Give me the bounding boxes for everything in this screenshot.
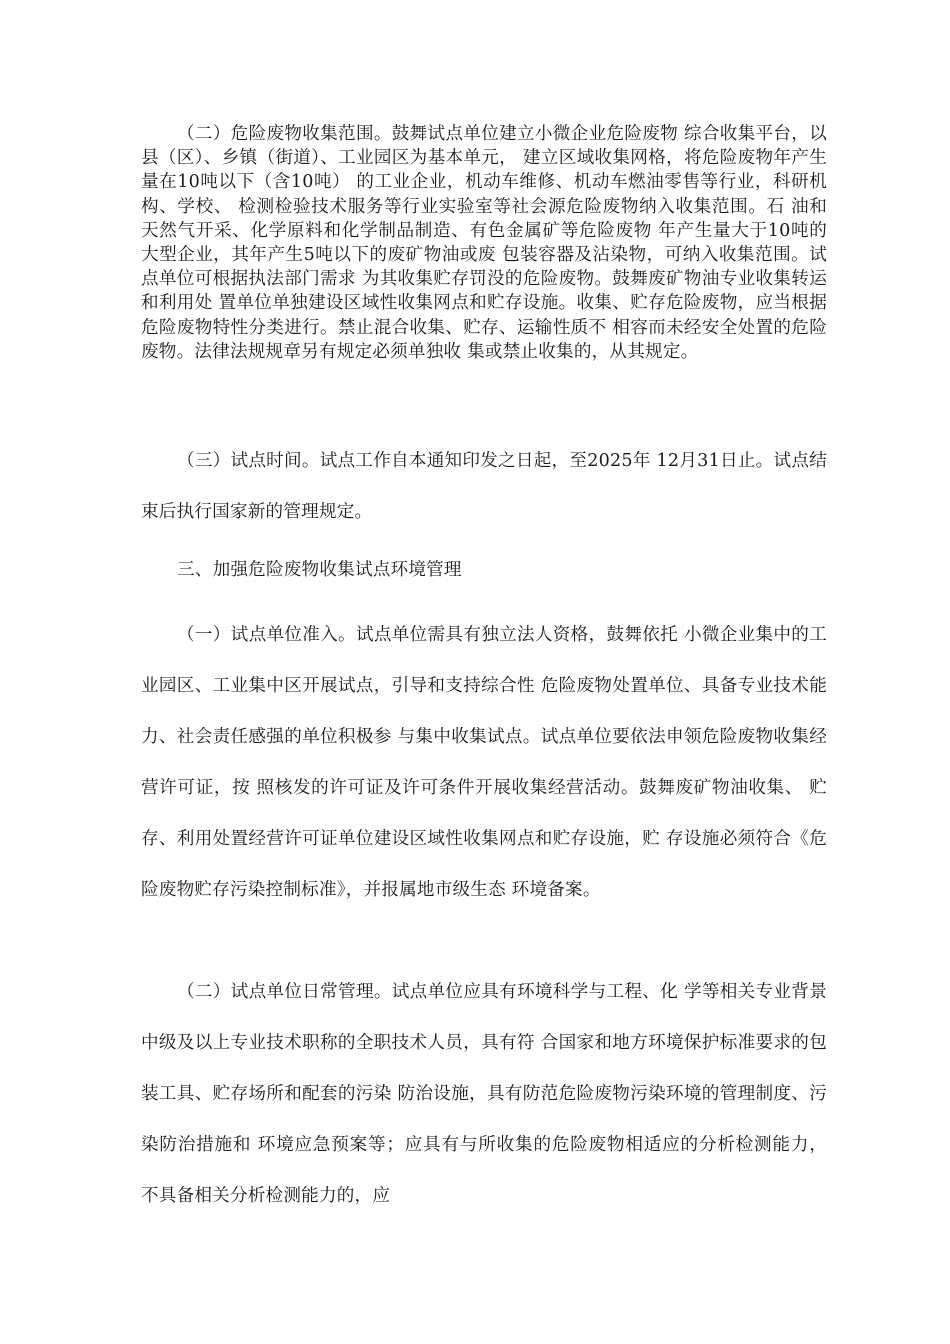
section-heading: 三、加强危险废物收集试点环境管理: [177, 560, 462, 580]
paragraph-unit-admission: （一）试点单位准入。试点单位需具有独立法人资格，鼓舞依托 小微企业集中的工业园区、工业集中区开展试点，引导和支持综合性 危险废物处置单位、具备专业技术能力、社会责任感强的单位积极参 与集中收集试点。试点单位要依法申领危险废物收集经营许可证，按 照核发的许可证及许可条件开展收集经营活动。鼓舞废矿物油收集、 贮存、利用处置经营许可证单位建设区域性收集网点和贮存设施，贮 存设施必须符合《危险废物贮存污染控制标准》，并报属地市级生态 环境备案。: [141, 625, 827, 900]
paragraph-pilot-period: （三）试点时间。试点工作自本通知印发之日起，至2025年 12月31日止。试点结束后执行国家新的管理规定。: [141, 451, 827, 522]
paragraph-collection-scope: （二）危险废物收集范围。鼓舞试点单位建立小微企业危险废物 综合收集平台，以县（区）、乡镇（街道）、工业园区为基本单元， 建立区域收集网格，将危险废物年产生量在10吨以下（含10吨） 的工业企业，机动车维修、机动车燃油零售等行业，科研机构、学校、 检测检验技术服务等行业实验室等社会源危险废物纳入收集范围。石 油和天然气开采、化学原料和化学制品制造、有色金属矿等危险废物 年产生量大于10吨的大型企业，其年产生5吨以下的废矿物油或废 包装容器及沾染物，可纳入收集范围。试点单位可根据执法部门需求 为其收集贮存罚没的危险废物。鼓舞废矿物油专业收集转运和利用处 置单位单独建设区域性收集网点和贮存设施。收集、贮存危险废物，应当根据危险废物特性分类进行。禁止混合收集、贮存、运输性质不 相容而未经安全处置的危险废物。法律法规规章另有规定必须单独收 集或禁止收集的，从其规定。: [141, 124, 827, 362]
paragraph-daily-management: （二）试点单位日常管理。试点单位应具有环境科学与工程、化 学等相关专业背景中级及以上专业技术职称的全职技术人员，具有符 合国家和地方环境保护标准要求的包装工具、贮存场所和配套的污染 防治设施，具有防范危险废物污染环境的管理制度、污染防治措施和 环境应急预案等；应具有与所收集的危险废物相适应的分析检测能力， 不具备相关分析检测能力的，应: [141, 982, 827, 1206]
